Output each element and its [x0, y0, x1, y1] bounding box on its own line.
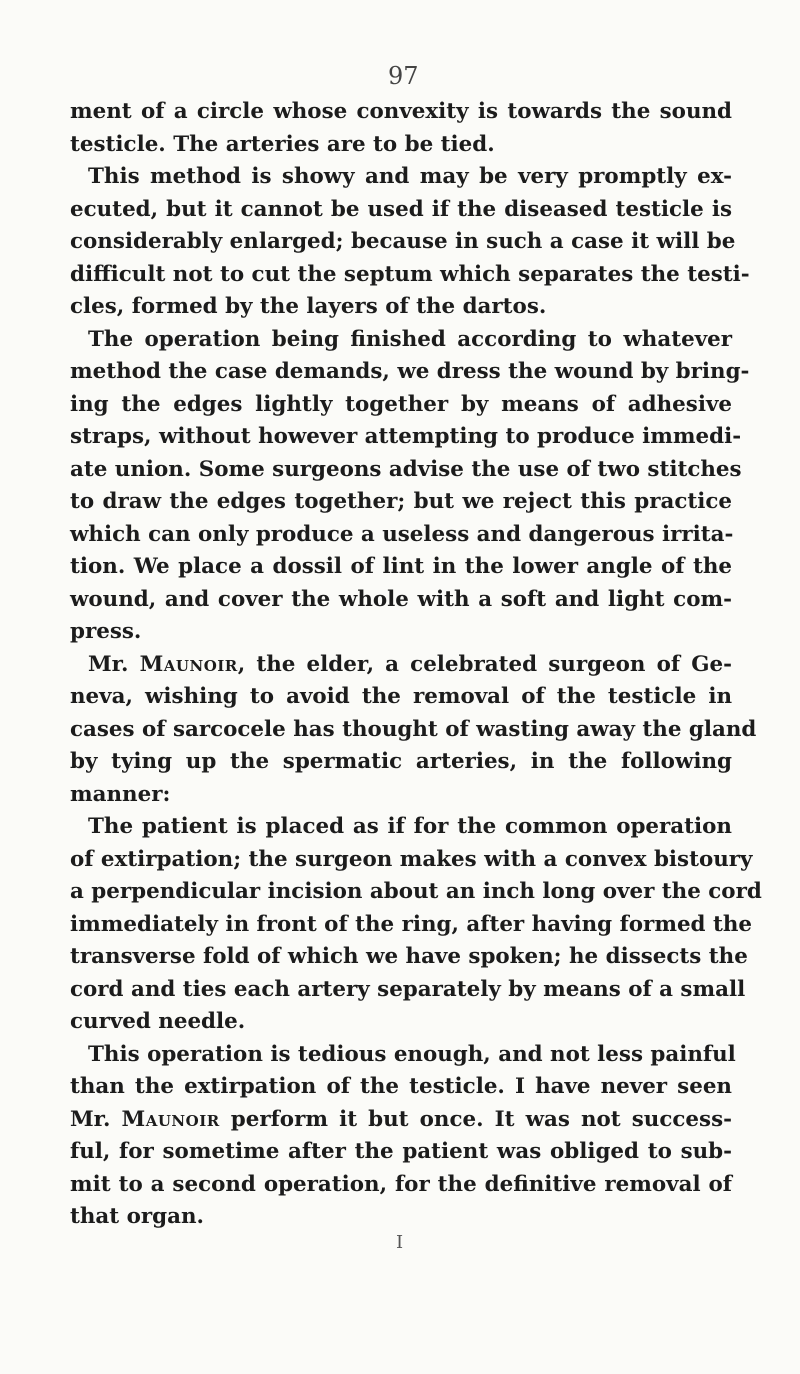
text-line: transverse fold of which we have spoken; he dissects the	[70, 944, 748, 969]
text-line: that organ.	[70, 1204, 204, 1229]
line-text: , the elder, a celebrated surgeon of Ge-	[237, 651, 732, 677]
text-line: cles, formed by the layers of the dartos.	[70, 294, 547, 319]
person-name: Maunoir	[139, 651, 238, 677]
text-line: curved needle.	[70, 1009, 246, 1034]
text-line: The operation being finished according to whatever	[88, 326, 732, 352]
line-text: Mr.	[88, 651, 140, 677]
text-line: ment of a circle whose convexity is towards the sound	[70, 99, 732, 124]
signature-mark: I	[396, 1232, 404, 1253]
body-text	[70, 96, 762, 1234]
text-line: considerably enlarged; because in such a case it will be	[70, 229, 736, 254]
text-line: The patient is placed as if for the common operation	[88, 814, 732, 839]
text-line: press.	[70, 619, 142, 644]
text-line: tion. We place a dossil of lint in the lower angle of the	[70, 554, 732, 579]
text-line: ecuted, but it cannot be used if the diseased testicle is	[70, 196, 732, 222]
text-line: This method is showy and may be very promptly ex-	[88, 164, 732, 189]
text-line: straps, without however attempting to produce immedi-	[70, 424, 742, 449]
text-line	[70, 649, 732, 682]
text-line: mit to a second operation, for the definitive removal of	[70, 1171, 732, 1197]
text-line: of extirpation; the surgeon makes with a convex bistoury	[70, 846, 753, 872]
text-line: ing the edges lightly together by means of adhesive	[70, 391, 732, 417]
line-text: Mr.	[70, 1106, 122, 1132]
line-text: perform it but once. It was not success-	[219, 1106, 732, 1132]
text-line: ful, for sometime after the patient was obliged to sub-	[70, 1139, 732, 1164]
text-line: to draw the edges together; but we reject this practice	[70, 489, 732, 514]
person-name: Maunoir	[121, 1106, 220, 1132]
text-line: which can only produce a useless and dangerous irrita-	[70, 521, 734, 547]
text-line: than the extirpation of the testicle. I have never seen	[70, 1074, 732, 1099]
text-line: testicle. The arteries are to be tied.	[70, 131, 495, 157]
page-number: 97	[388, 62, 419, 90]
text-line: cord and ties each artery separately by means of a small	[70, 976, 746, 1002]
text-line: neva, wishing to avoid the removal of the testicle in	[70, 684, 732, 709]
text-line: ate union. Some surgeons advise the use of two stitches	[70, 456, 742, 482]
text-line: difficult not to cut the septum which separates the testi-	[70, 261, 750, 287]
text-line: by tying up the spermatic arteries, in the following	[70, 749, 732, 774]
text-line: method the case demands, we dress the wound by bring-	[70, 359, 750, 384]
text-line: wound, and cover the whole with a soft and light com-	[70, 586, 732, 612]
text-line: a perpendicular incision about an inch long over the cord	[70, 879, 762, 904]
text-line: This operation is tedious enough, and not less painful	[88, 1041, 736, 1067]
text-line: immediately in front of the ring, after having formed the	[70, 911, 753, 937]
text-line: cases of sarcocele has thought of wasting away the gland	[70, 716, 757, 742]
text-line	[70, 1104, 732, 1137]
text-line: manner:	[70, 781, 171, 807]
